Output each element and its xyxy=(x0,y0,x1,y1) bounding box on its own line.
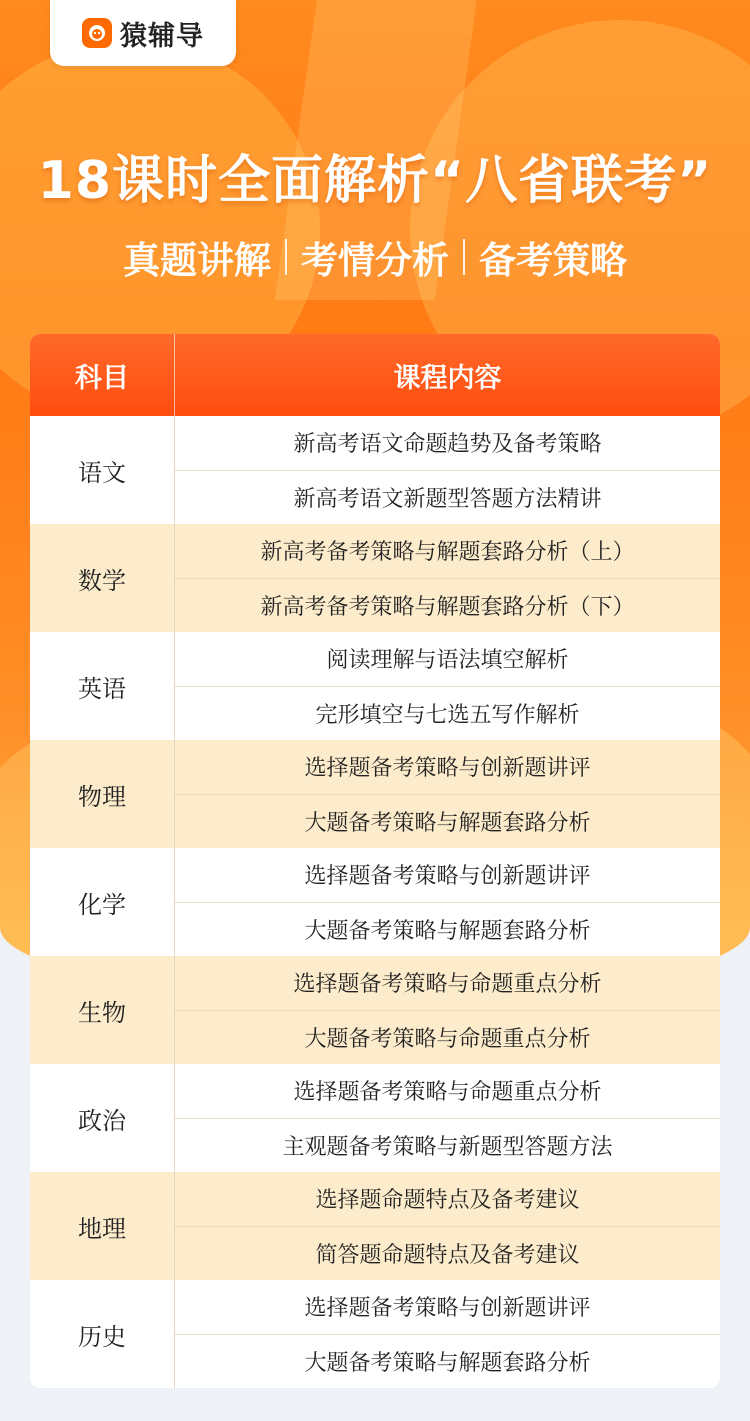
course-cell: 选择题命题特点及备考建议 xyxy=(315,1188,580,1214)
header-subject: 科目 xyxy=(30,334,175,416)
course-cell: 大题备考策略与解题套路分析 xyxy=(175,1334,720,1389)
table-header xyxy=(30,334,720,416)
course-cell: 简答题命题特点及备考建议 xyxy=(175,1226,720,1281)
subject-row xyxy=(30,740,720,848)
course-cell: 选择题备考策略与命题重点分析 xyxy=(293,1080,602,1106)
tag-divider xyxy=(463,239,465,275)
subject-row xyxy=(30,1064,720,1172)
course-cell: 完形填空与七选五写作解析 xyxy=(175,686,720,741)
subject-row xyxy=(30,632,720,740)
subject-cell: 语文 xyxy=(30,416,175,524)
monkey-logo-icon xyxy=(82,18,112,48)
feature-tags xyxy=(0,230,750,284)
course-cell: 选择题备考策略与创新题讲评 xyxy=(304,864,591,890)
subject-cell: 英语 xyxy=(30,632,175,740)
course-cell: 选择题备考策略与创新题讲评 xyxy=(304,756,591,782)
header-content: 课程内容 xyxy=(393,362,502,394)
brand-logo[interactable] xyxy=(50,0,236,66)
course-cell: 阅读理解与语法填空解析 xyxy=(326,648,569,674)
feature-tag: 考情分析 xyxy=(301,239,449,282)
course-cell: 大题备考策略与解题套路分析 xyxy=(175,794,720,849)
feature-tag: 备考策略 xyxy=(479,239,627,282)
subject-row xyxy=(30,416,720,524)
tag-divider xyxy=(285,239,287,275)
subject-cell: 数学 xyxy=(30,524,175,632)
course-cell: 新高考语文命题趋势及备考策略 xyxy=(293,432,602,458)
subject-row xyxy=(30,956,720,1064)
subject-row xyxy=(30,1172,720,1280)
course-cell: 选择题备考策略与创新题讲评 xyxy=(304,1296,591,1322)
brand-name: 猿辅导 xyxy=(120,20,204,52)
course-cell: 大题备考策略与命题重点分析 xyxy=(175,1010,720,1065)
subject-cell: 物理 xyxy=(30,740,175,848)
page-title: 18课时全面解析“八省联考” xyxy=(37,151,713,211)
subject-row xyxy=(30,848,720,956)
course-cell: 主观题备考策略与新题型答题方法 xyxy=(175,1118,720,1173)
subject-cell: 政治 xyxy=(30,1064,175,1172)
feature-tag: 真题讲解 xyxy=(123,239,271,282)
subject-cell: 化学 xyxy=(30,848,175,956)
subject-cell: 生物 xyxy=(30,956,175,1064)
course-table xyxy=(30,334,720,1388)
course-cell: 选择题备考策略与命题重点分析 xyxy=(293,972,602,998)
subject-row xyxy=(30,524,720,632)
course-cell: 新高考备考策略与解题套路分析（上） xyxy=(260,540,635,566)
subject-row xyxy=(30,1280,720,1388)
course-cell: 新高考备考策略与解题套路分析（下） xyxy=(175,578,720,633)
course-cell: 新高考语文新题型答题方法精讲 xyxy=(175,470,720,525)
subject-cell: 地理 xyxy=(30,1172,175,1280)
course-cell: 大题备考策略与解题套路分析 xyxy=(175,902,720,957)
subject-cell: 历史 xyxy=(30,1280,175,1388)
